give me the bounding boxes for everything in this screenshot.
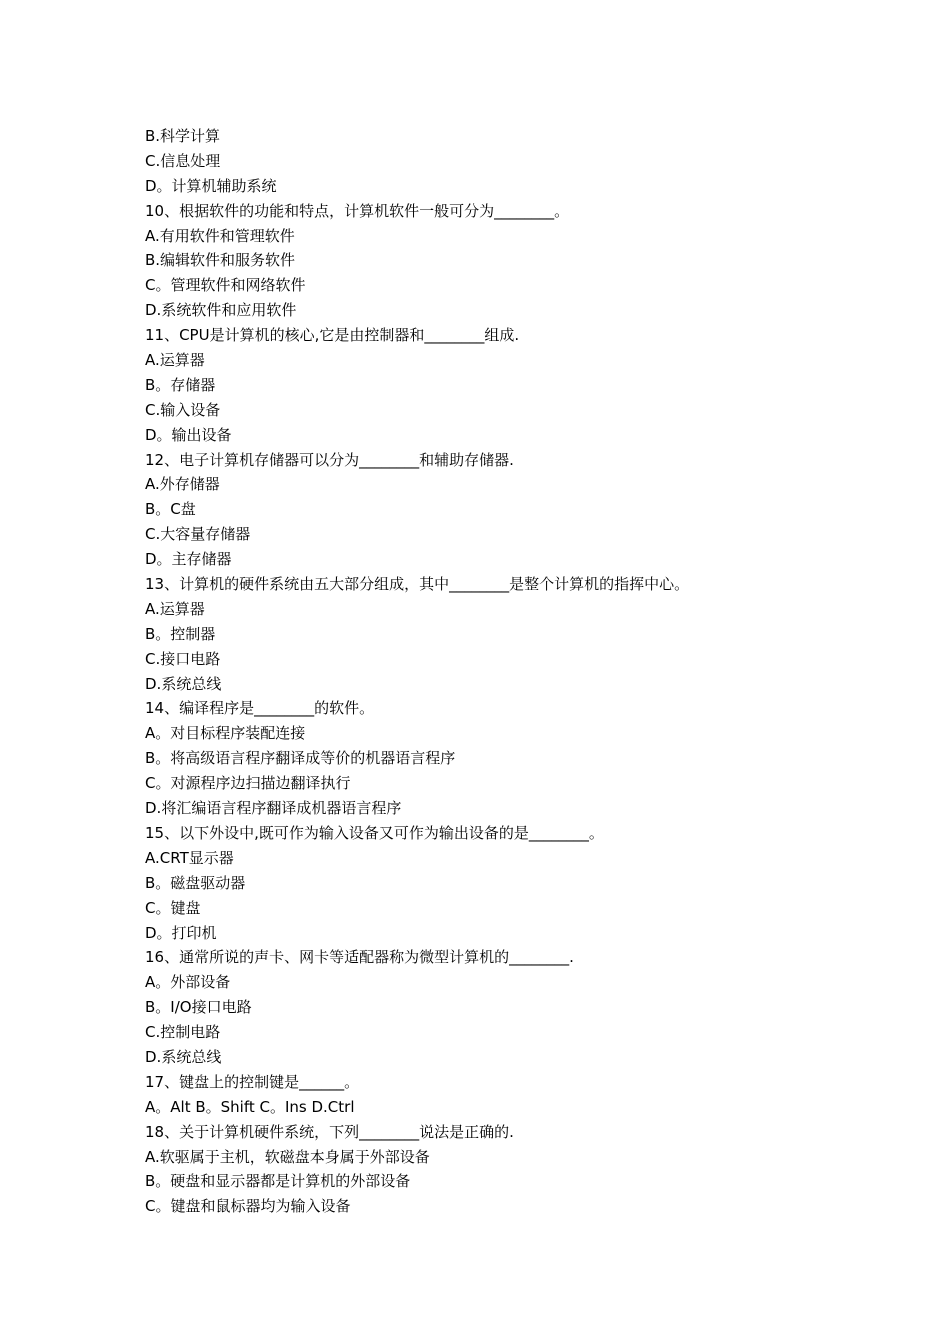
question-line: 14、编译程序是________的软件。 xyxy=(145,699,375,718)
option-line: B。存储器 xyxy=(145,375,216,394)
option-line: C.控制电路 xyxy=(145,1023,221,1042)
question-line: 16、通常所说的声卡、网卡等适配器称为微型计算机的________. xyxy=(145,948,574,967)
option-line: B。磁盘驱动器 xyxy=(145,873,246,892)
option-line: B。控制器 xyxy=(145,624,216,643)
option-line: D。主存储器 xyxy=(145,550,232,569)
option-line: D。输出设备 xyxy=(145,425,232,444)
option-line: D.系统总线 xyxy=(145,1047,222,1066)
option-line: A。对目标程序装配连接 xyxy=(145,724,306,743)
option-line: C.信息处理 xyxy=(145,151,221,170)
question-line: 10、根据软件的功能和特点，计算机软件一般可分为________。 xyxy=(145,201,570,220)
option-line: C。对源程序边扫描边翻译执行 xyxy=(145,774,351,793)
option-line: A。外部设备 xyxy=(145,973,231,992)
option-line: A.运算器 xyxy=(145,599,205,618)
option-line: C.接口电路 xyxy=(145,649,221,668)
option-line: A。Alt B。Shift C。Ins D.Ctrl xyxy=(145,1097,355,1116)
option-line: D。打印机 xyxy=(145,923,217,942)
option-line: A.外存储器 xyxy=(145,475,220,494)
option-line: C。管理软件和网络软件 xyxy=(145,276,306,295)
option-line: A.有用软件和管理软件 xyxy=(145,226,295,245)
option-line: C。键盘 xyxy=(145,898,201,917)
option-line: D。计算机辅助系统 xyxy=(145,176,277,195)
question-line: 15、以下外设中,既可作为输入设备又可作为输出设备的是________。 xyxy=(145,823,604,842)
option-line: D.系统软件和应用软件 xyxy=(145,301,297,320)
option-line: B。将高级语言程序翻译成等价的机器语言程序 xyxy=(145,749,456,768)
option-line: B.科学计算 xyxy=(145,127,221,145)
option-line: A.运算器 xyxy=(145,351,205,370)
option-line: D.将汇编语言程序翻译成机器语言程序 xyxy=(145,799,402,818)
question-line: 17、键盘上的控制键是______。 xyxy=(145,1072,360,1091)
question-line: 18、关于计算机硬件系统，下列________说法是正确的. xyxy=(145,1122,514,1141)
option-line: B.编辑软件和服务软件 xyxy=(145,251,296,270)
question-line: 12、电子计算机存储器可以分为________和辅助存储器. xyxy=(145,450,514,469)
option-line: A.软驱属于主机，软磁盘本身属于外部设备 xyxy=(145,1147,430,1166)
option-line: C。键盘和鼠标器均为输入设备 xyxy=(145,1197,351,1216)
option-line: B。I/O接口电路 xyxy=(145,998,252,1017)
option-line: C.大容量存储器 xyxy=(145,525,251,544)
option-line: B。C盘 xyxy=(145,500,196,519)
question-line: 11、CPU是计算机的核心,它是由控制器和________组成. xyxy=(145,326,520,345)
option-line: B。硬盘和显示器都是计算机的外部设备 xyxy=(145,1172,411,1191)
document-body xyxy=(145,124,845,1219)
option-line: C.输入设备 xyxy=(145,400,221,419)
option-line: A.CRT显示器 xyxy=(145,848,234,867)
option-line: D.系统总线 xyxy=(145,674,222,693)
question-line: 13、计算机的硬件系统由五大部分组成，其中________是整个计算机的指挥中心。 xyxy=(145,575,690,594)
